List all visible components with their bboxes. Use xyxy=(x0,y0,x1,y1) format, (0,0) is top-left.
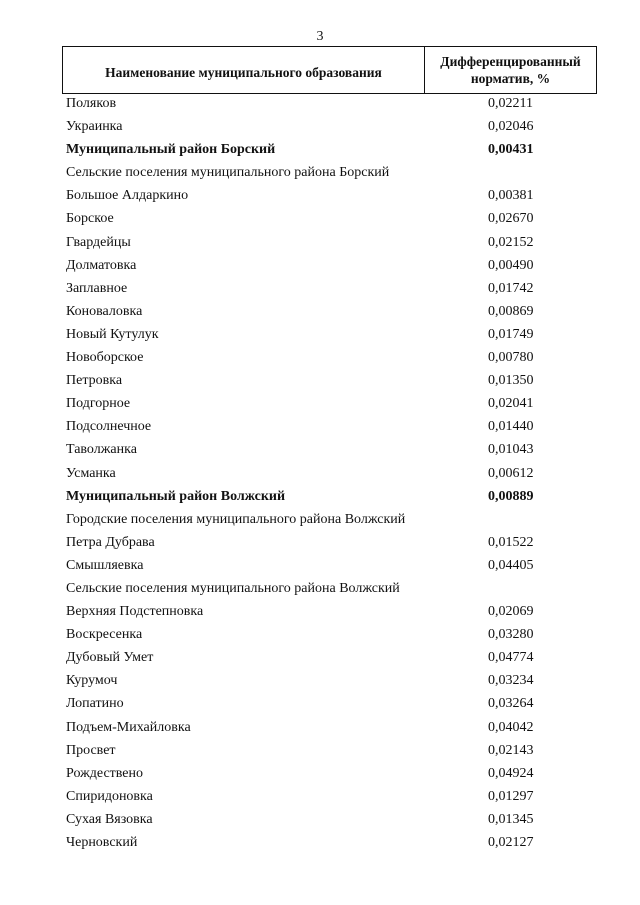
header-municipality-column: Наименование муниципального образования xyxy=(63,47,425,93)
table-row xyxy=(0,785,640,808)
rate-value: 0,02046 xyxy=(488,119,534,135)
table-row xyxy=(0,623,640,646)
rate-value: 0,00490 xyxy=(488,257,534,273)
municipality-name: Сельские поселения муниципального района Волжский xyxy=(66,580,400,596)
rate-value: 0,04774 xyxy=(488,650,534,666)
rate-value: 0,04042 xyxy=(488,719,534,735)
table-row xyxy=(0,600,640,623)
table-row xyxy=(0,277,640,300)
rate-value: 0,01742 xyxy=(488,280,534,296)
table-row xyxy=(0,669,640,692)
table-row xyxy=(0,184,640,207)
header-rate-column xyxy=(425,47,596,93)
table-row xyxy=(0,415,640,438)
municipality-name: Новоборское xyxy=(66,350,144,366)
rate-value: 0,00612 xyxy=(488,465,534,481)
municipality-name: Подъем-Михайловка xyxy=(66,719,191,735)
rate-value: 0,00431 xyxy=(488,142,534,158)
table-row xyxy=(0,115,640,138)
municipality-name: Новый Кутулук xyxy=(66,326,159,342)
municipality-name: Сухая Вязовка xyxy=(66,811,153,827)
table-row xyxy=(0,207,640,230)
section-heading-row xyxy=(0,161,640,184)
table-row xyxy=(0,716,640,739)
rate-value: 0,02143 xyxy=(488,742,534,758)
table-row xyxy=(0,300,640,323)
table-row xyxy=(0,438,640,461)
rate-value: 0,03280 xyxy=(488,627,534,643)
municipality-name: Коноваловка xyxy=(66,303,143,319)
rate-value: 0,01350 xyxy=(488,373,534,389)
municipality-name: Большое Алдаркино xyxy=(66,188,189,204)
municipality-name: Черновский xyxy=(66,835,138,850)
rate-value: 0,02041 xyxy=(488,396,534,412)
municipality-name: Просвет xyxy=(66,742,116,758)
rate-value: 0,01345 xyxy=(488,811,534,827)
table-row xyxy=(0,762,640,785)
table-row xyxy=(0,531,640,554)
district-row xyxy=(0,138,640,161)
municipality-name: Воскресенка xyxy=(66,627,143,643)
table-row xyxy=(0,462,640,485)
municipality-name: Таволжанка xyxy=(66,442,137,458)
municipality-name: Поляков xyxy=(66,96,117,111)
table-row xyxy=(0,554,640,577)
table-row xyxy=(0,254,640,277)
rate-value: 0,02670 xyxy=(488,211,534,227)
municipality-name: Смышляевка xyxy=(66,557,144,573)
rate-value: 0,01749 xyxy=(488,326,534,342)
municipality-name: Верхняя Подстепновка xyxy=(66,604,204,620)
table-row xyxy=(0,92,640,115)
rate-value: 0,04405 xyxy=(488,557,534,573)
rate-value: 0,03234 xyxy=(488,673,534,689)
municipality-name: Городские поселения муниципального района Волжский xyxy=(66,511,406,527)
rate-value: 0,01297 xyxy=(488,788,534,804)
table-body xyxy=(0,92,640,854)
municipality-name: Дубовый Умет xyxy=(66,650,154,666)
rate-value: 0,00381 xyxy=(488,188,534,204)
table-row xyxy=(0,646,640,669)
municipality-name: Спиридоновка xyxy=(66,788,153,804)
rate-value: 0,01440 xyxy=(488,419,534,435)
municipality-name: Сельские поселения муниципального района Борский xyxy=(66,165,390,181)
section-heading-row xyxy=(0,577,640,600)
table-row xyxy=(0,231,640,254)
rate-value: 0,01522 xyxy=(488,534,534,550)
table-row xyxy=(0,323,640,346)
municipality-name: Муниципальный район Борский xyxy=(66,142,276,158)
header-rate-line2: норматив, % xyxy=(470,71,551,86)
page-number: 3 xyxy=(316,29,324,44)
rate-value: 0,00780 xyxy=(488,350,534,366)
municipality-name: Борское xyxy=(66,211,114,227)
rate-value: 0,02152 xyxy=(488,234,534,250)
rate-value: 0,02069 xyxy=(488,604,534,620)
table-header xyxy=(62,46,597,94)
table-row xyxy=(0,346,640,369)
table-row xyxy=(0,831,640,854)
rate-value: 0,02211 xyxy=(488,96,533,111)
municipality-name: Гвардейцы xyxy=(66,234,131,250)
municipality-name: Лопатино xyxy=(66,696,124,712)
rate-value: 0,02127 xyxy=(488,835,534,850)
table-row xyxy=(0,392,640,415)
rate-value: 0,00889 xyxy=(488,488,534,504)
municipality-name: Украинка xyxy=(66,119,123,135)
municipality-name: Муниципальный район Волжский xyxy=(66,488,286,504)
rate-value: 0,03264 xyxy=(488,696,534,712)
municipality-name: Рождествено xyxy=(66,765,144,781)
municipality-name: Петровка xyxy=(66,373,123,389)
table-row xyxy=(0,808,640,831)
municipality-name: Заплавное xyxy=(66,280,128,296)
section-heading-row xyxy=(0,508,640,531)
rate-value: 0,04924 xyxy=(488,765,534,781)
municipality-name: Долматовка xyxy=(66,257,137,273)
municipality-name: Усманка xyxy=(66,465,116,481)
municipality-name: Подсолнечное xyxy=(66,419,152,435)
municipality-name: Петра Дубрава xyxy=(66,534,155,550)
header-rate-line1: Дифференцированный xyxy=(440,54,581,69)
district-row xyxy=(0,485,640,508)
table-row xyxy=(0,369,640,392)
table-row xyxy=(0,692,640,715)
rate-value: 0,00869 xyxy=(488,303,534,319)
table-row xyxy=(0,739,640,762)
rate-value: 0,01043 xyxy=(488,442,534,458)
municipality-name: Подгорное xyxy=(66,396,131,412)
municipality-name: Курумоч xyxy=(66,673,118,689)
